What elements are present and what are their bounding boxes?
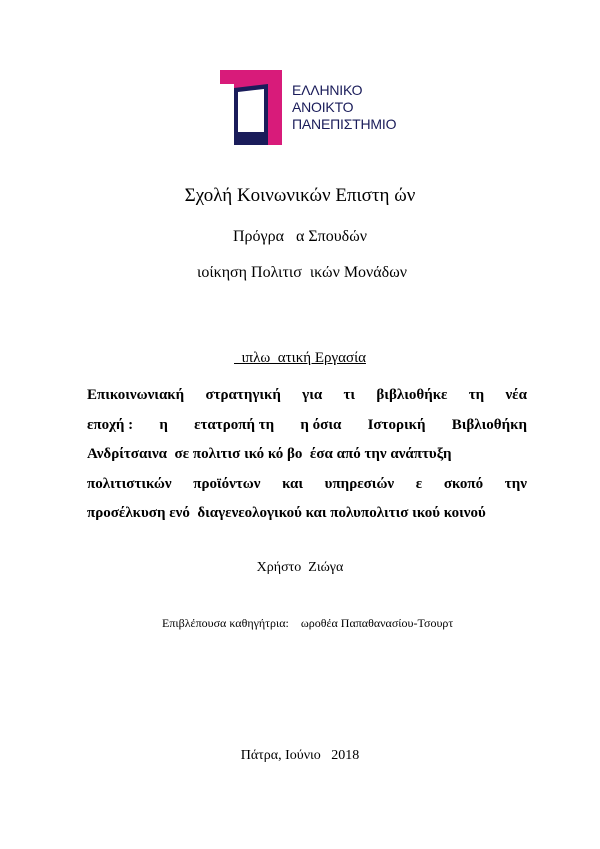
- program-name: Πρόγρα α Σπουδών: [233, 228, 367, 245]
- title-word: πολιτιστικών: [87, 475, 172, 492]
- supervisor: Επιβλέπουσα καθηγήτρια: ωροθέα Παπαθανασίου-Τσουρτ: [162, 616, 454, 630]
- university-logo: [220, 70, 400, 145]
- place-date: Πάτρα, Ιούνιο 2018: [240, 748, 360, 763]
- title-word: ε: [415, 475, 423, 492]
- title-word: σκοπό: [443, 475, 484, 492]
- title-word: και: [282, 475, 304, 492]
- department-name: ιοίκηση Πολιτισ ικών Μονάδων: [193, 264, 407, 281]
- title-word: η όσια: [300, 416, 342, 433]
- title-word: στρατηγική: [205, 387, 281, 403]
- title-word: ετατροπή τη: [194, 416, 275, 433]
- title-word: Ιστορική: [367, 416, 426, 433]
- logo-wordmark: [292, 82, 396, 133]
- thesis-title: [87, 381, 527, 529]
- title-word: εποχή :: [87, 416, 134, 433]
- logo-line-3: ΠΑΝΕΠΙΣΤΗΜΙΟ: [292, 116, 397, 132]
- university-logo-mark: [220, 70, 282, 145]
- title-line: [87, 381, 527, 411]
- school-name: Σχολή Κοινωνικών Επιστη ών: [184, 185, 416, 206]
- logo-line-2: ΑΝΟΙΚΤΟ: [292, 99, 354, 115]
- title-word: υπηρεσιών: [324, 475, 395, 492]
- title-word: νέα: [505, 387, 527, 403]
- title-word: προσέλκυση ενό διαγενεολογικού και πολυπολιτισ ικού κοινού: [87, 505, 486, 521]
- title-line: [87, 499, 527, 529]
- title-line: [87, 411, 527, 441]
- title-word: Ανδρίτσαινα σε πολιτισ ικό κό βο έσα από την ανάπτυξη: [87, 446, 452, 462]
- author-name: Χρήστο Ζιώγα: [256, 560, 344, 575]
- title-word: Επικοινωνιακή: [87, 387, 185, 403]
- title-word: η: [159, 416, 168, 433]
- title-word: βιβλιοθήκε: [376, 387, 448, 403]
- title-word: τη: [468, 387, 485, 403]
- title-line: [87, 470, 527, 500]
- title-word: Βιβλιοθήκη: [451, 416, 527, 433]
- logo-line-1: ΕΛΛΗΝΙΚΟ: [292, 82, 363, 98]
- title-line: [87, 440, 527, 470]
- title-word: τι: [343, 387, 356, 403]
- title-word: για: [302, 387, 323, 403]
- title-word: προϊόντων: [193, 475, 261, 492]
- title-word: την: [504, 475, 527, 492]
- thesis-type: ιπλω ατική Εργασία: [234, 350, 366, 366]
